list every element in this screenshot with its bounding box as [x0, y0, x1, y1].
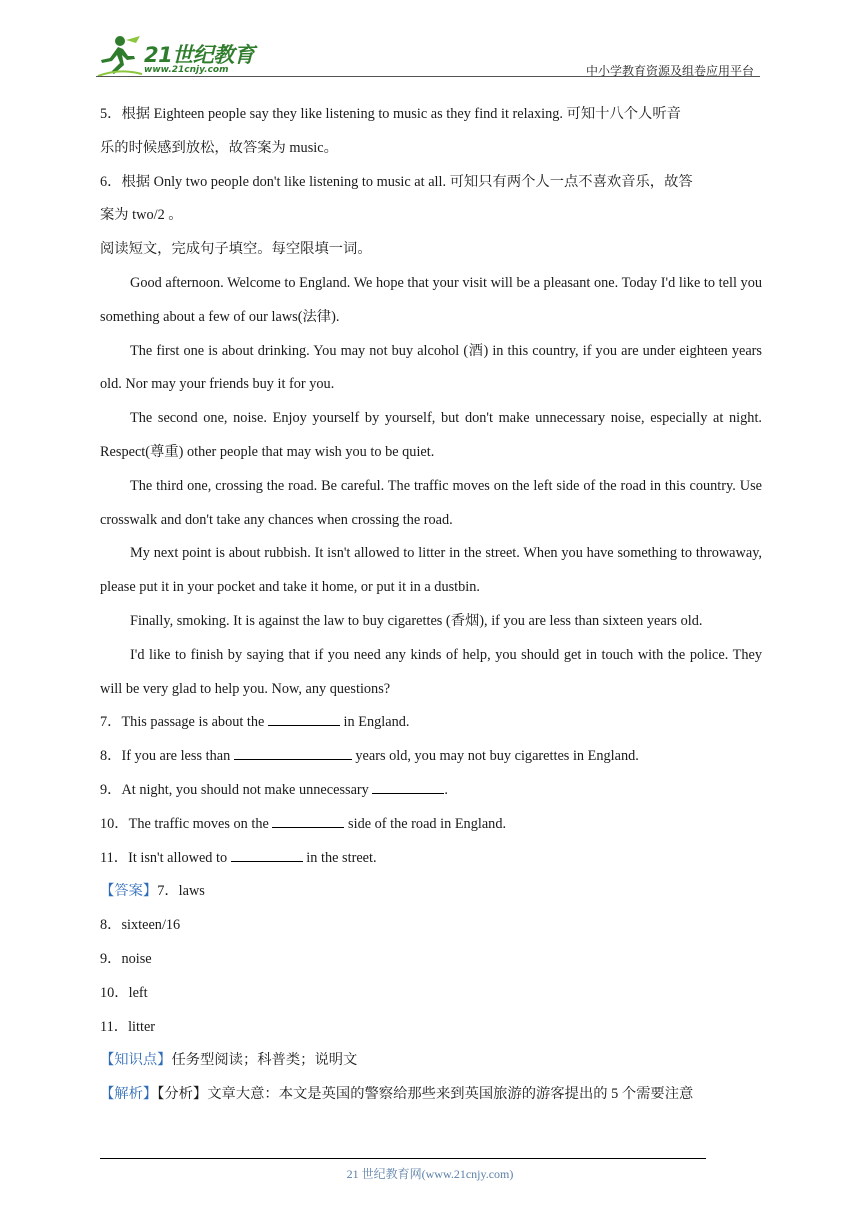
- answer-blank: [272, 811, 344, 828]
- answer-9: 9．noise: [100, 950, 152, 967]
- analysis-tag: 【解析】: [100, 1086, 158, 1103]
- logo-text: 21世纪教育: [144, 43, 255, 67]
- question-10-text-end: side of the road in England.: [344, 815, 507, 832]
- page-footer: 21 世纪教育网(www.21cnjy.com): [346, 1167, 514, 1181]
- answer-blank: [372, 777, 444, 794]
- question-7-text-end: in England.: [339, 714, 410, 731]
- answer-11: 11．litter: [100, 1018, 156, 1035]
- question-9-text-end: .: [444, 781, 448, 798]
- question-9-text: 9．At night, you should not make unnecessary: [100, 781, 373, 798]
- question-7: [100, 706, 762, 740]
- question-10: [100, 808, 762, 842]
- q6-line-1: 6．根据 Only two people don't like listening to music at all. 可知只有两个人一点不喜欢音乐，故答: [100, 173, 693, 190]
- instruction: 阅读短文，完成句子填空。每空限填一词。: [100, 241, 372, 258]
- knowledge-tag: 【知识点】: [100, 1052, 172, 1069]
- question-7-text: 7．This passage is about the: [100, 714, 268, 731]
- page-header: [96, 34, 760, 78]
- question-11-text-end: in the street.: [302, 849, 377, 866]
- passage-paragraph-2: The first one is about drinking. You may not buy alcohol (酒) in this country, if you are under eighteen years old. Nor may your friends buy it for you.: [100, 342, 762, 393]
- question-10-text: 10．The traffic moves on the: [100, 815, 273, 832]
- question-8-text-end: years old, you may not buy cigarettes in England.: [351, 748, 639, 765]
- runner-icon: [96, 34, 144, 78]
- passage-paragraph-6: Finally, smoking. It is against the law to buy cigarettes (香烟), if you are less than sixteen years old.: [130, 612, 703, 629]
- passage-paragraph-4: The third one, crossing the road. Be careful. The traffic moves on the left side of the road in this country. Use crosswalk and don't take any chances when crossing the road.: [100, 477, 762, 528]
- logo-url: www.21cnjy.com: [144, 65, 229, 75]
- analysis-line: [100, 1078, 762, 1112]
- answer-tag: 【答案】: [100, 883, 158, 900]
- knowledge-line: [100, 1044, 762, 1078]
- question-8: [100, 740, 762, 774]
- analysis-text: 【分析】文章大意：本文是英国的警察给那些来到英国旅游的游客提出的 5 个需要注意: [157, 1086, 694, 1103]
- answer-blank: [231, 845, 303, 862]
- document-body: [100, 98, 762, 1112]
- knowledge-text: 任务型阅读；科普类；说明文: [171, 1052, 358, 1069]
- answer-10: 10．left: [100, 984, 148, 1001]
- question-8-text: 8．If you are less than: [100, 748, 234, 765]
- answer-blank: [268, 709, 340, 726]
- platform-title: 中小学教育资源及组卷应用平台: [585, 64, 754, 78]
- answer-line-7: [100, 875, 762, 909]
- passage-paragraph-3: The second one, noise. Enjoy yourself by yourself, but don't make unnecessary noise, especially at night. Respect(尊重) other people that may wish you to be quiet.: [100, 410, 762, 460]
- passage-paragraph-5: My next point is about rubbish. It isn't allowed to litter in the street. When you have something to throwaway, please put it in your pocket and take it home, or put it in a dustbin.: [100, 545, 762, 596]
- q5-line-1: 5．根据 Eighteen people say they like listening to music as they find it relaxing. 可知十八个人听音: [100, 106, 681, 122]
- passage-paragraph-1: Good afternoon. Welcome to England. We hope that your visit will be a pleasant one. Today I'd like to tell you something about a few of our laws(法律).: [100, 274, 762, 325]
- header-divider: [96, 76, 760, 77]
- logo: [96, 34, 266, 78]
- question-11-text: 11．It isn't allowed to: [100, 849, 231, 866]
- question-9: [100, 774, 762, 808]
- q6-line-2: 案为 two/2 。: [100, 207, 183, 224]
- answer-7: 7．laws: [157, 883, 205, 900]
- answer-8: 8．sixteen/16: [100, 917, 181, 934]
- q5-line-2: 乐的时候感到放松，故答案为 music。: [100, 139, 338, 156]
- answer-blank: [234, 743, 352, 760]
- question-11: [100, 842, 762, 876]
- footer-divider: [100, 1158, 706, 1159]
- passage-paragraph-7: I'd like to finish by saying that if you need any kinds of help, you should get in touch with the police. They will be very glad to help you. Now, any questions?: [100, 646, 762, 697]
